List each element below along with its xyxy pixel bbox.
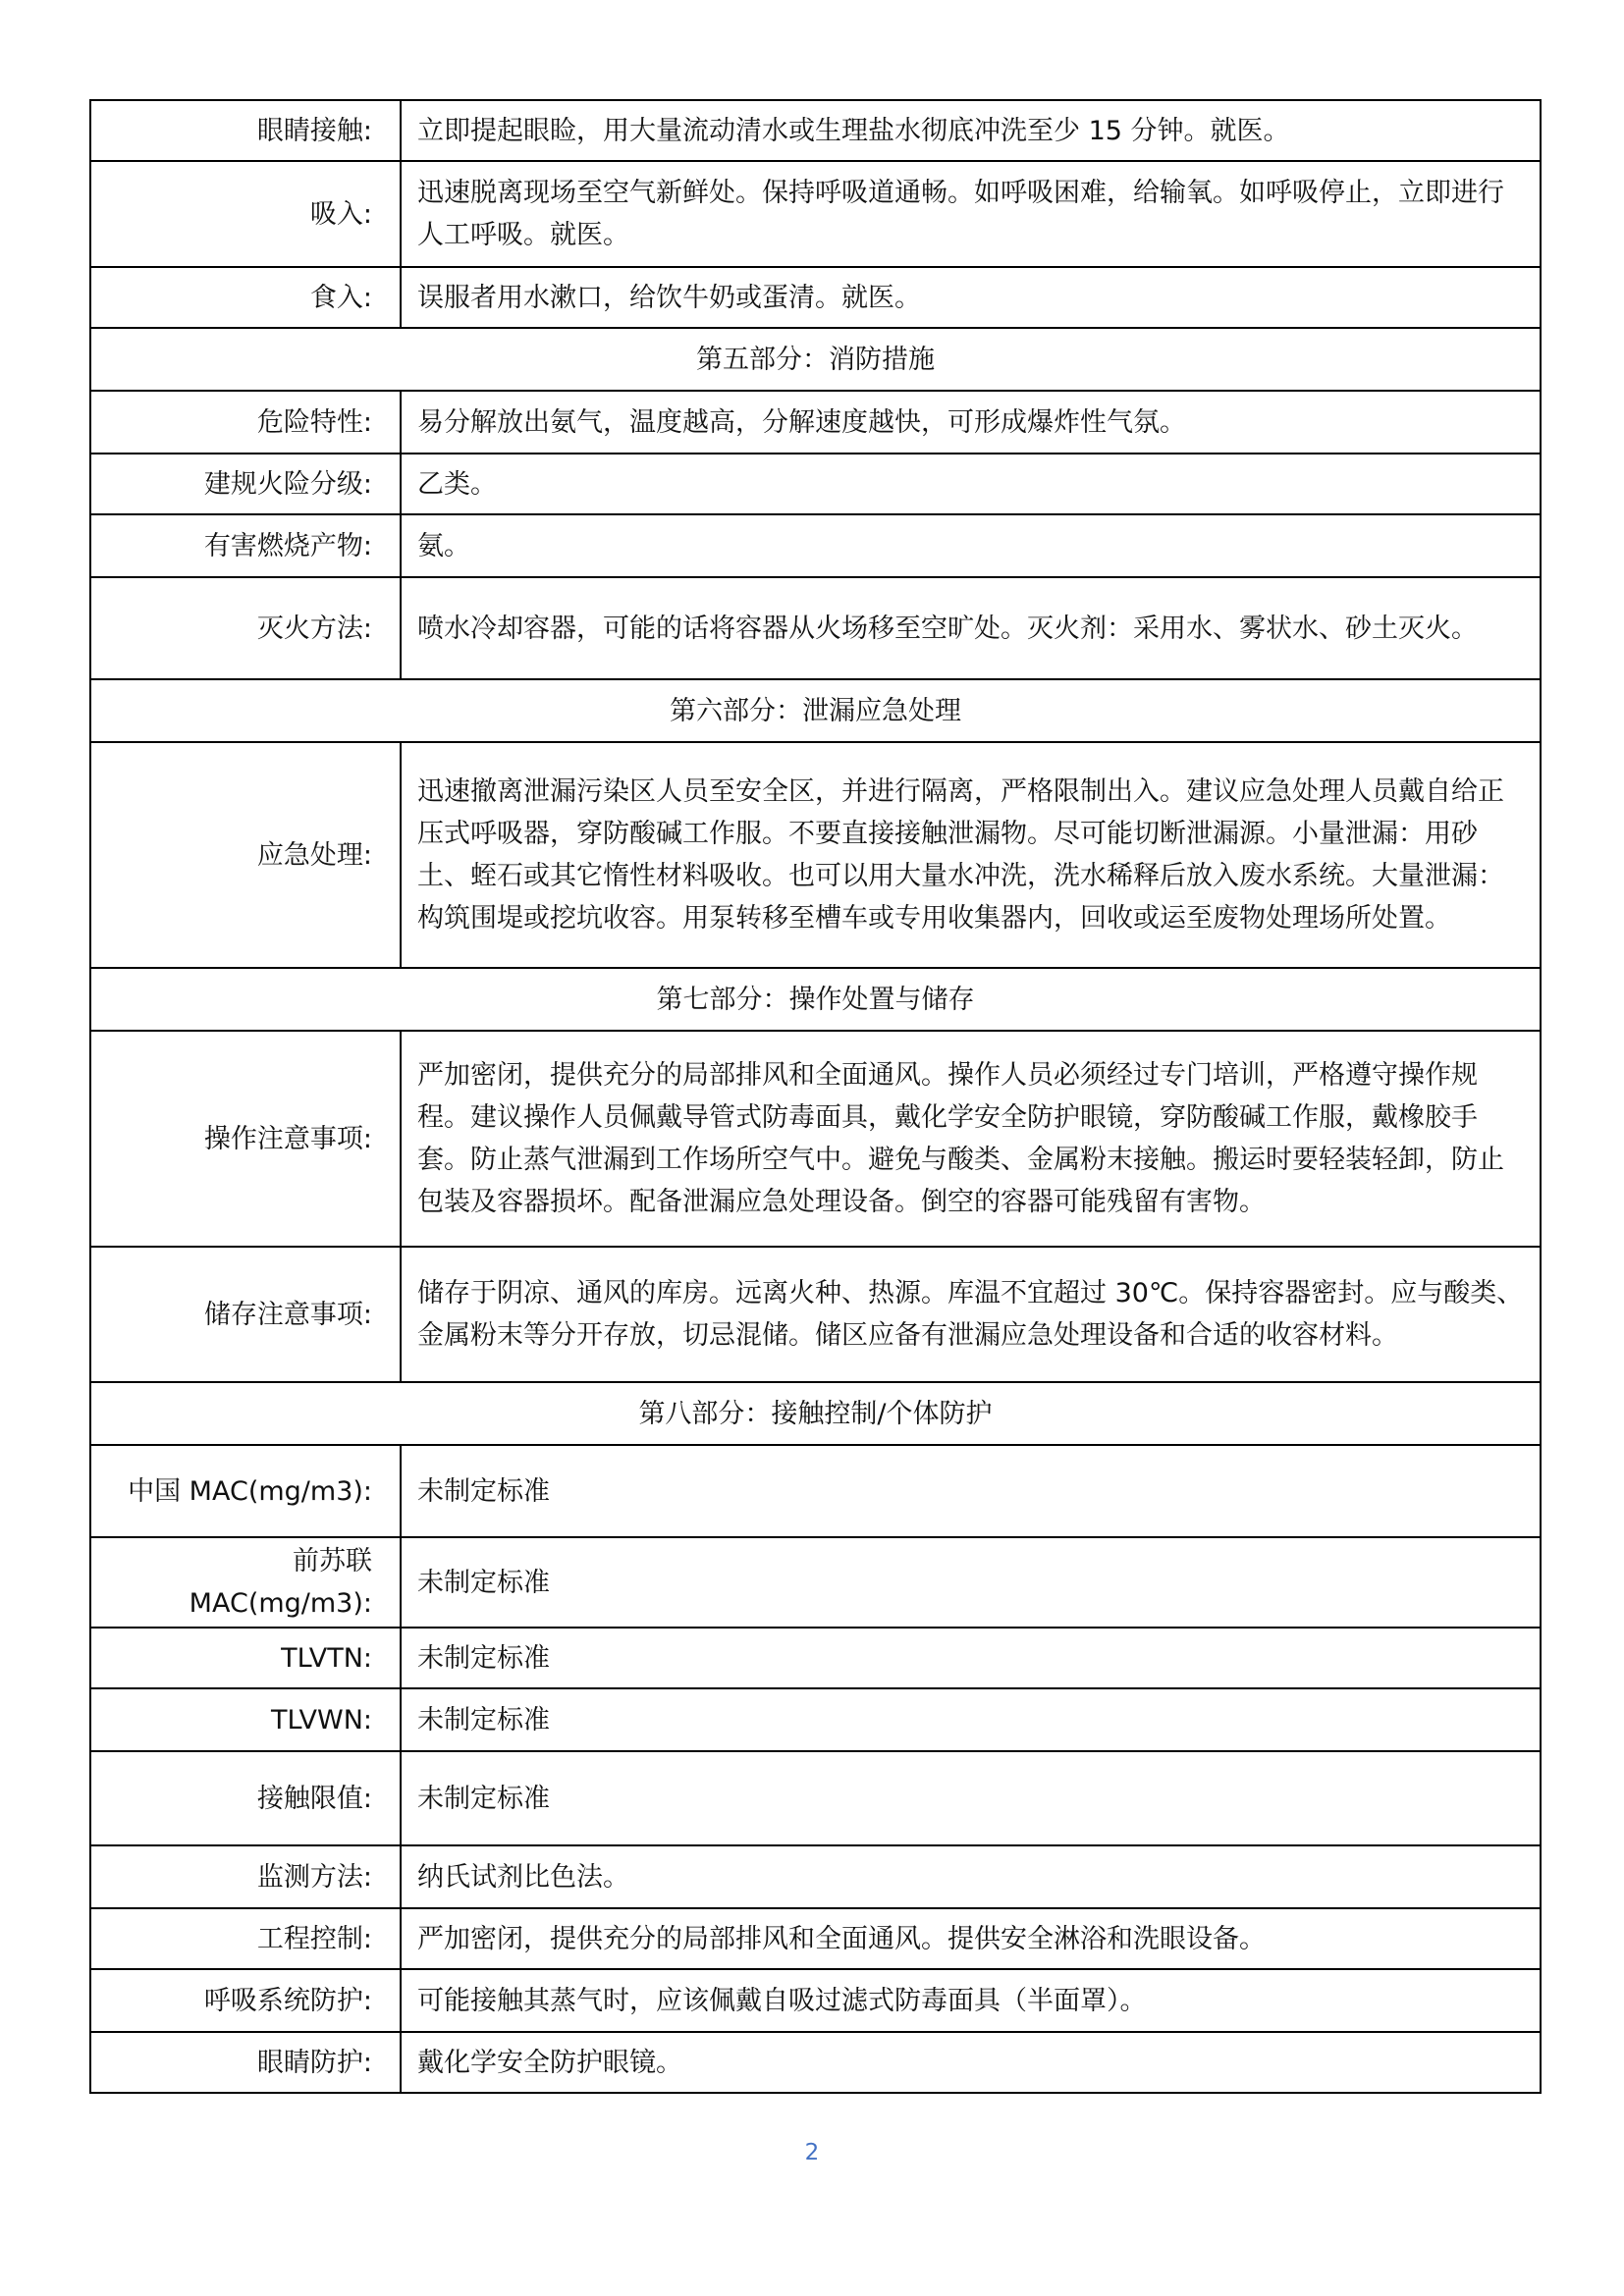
field-label: 眼睛防护:	[90, 2032, 401, 2093]
field-value: 严加密闭，提供充分的局部排风和全面通风。提供安全淋浴和洗眼设备。	[401, 1908, 1541, 1969]
field-value: 迅速撤离泄漏污染区人员至安全区，并进行隔离，严格限制出入。建议应急处理人员戴自给正压式呼吸器，穿防酸碱工作服。不要直接接触泄漏物。尽可能切断泄漏源。小量泄漏：用砂土、蛭石或其它惰性材料吸收。也可以用大量水冲洗，洗水稀释后放入废水系统。大量泄漏：构筑围堤或挖坑收容。用泵转移至槽车或专用收集器内，回收或运至废物处理场所处置。	[401, 742, 1541, 968]
field-value: 储存于阴凉、通风的库房。远离火种、热源。库温不宜超过 30℃。保持容器密封。应与酸类、金属粉末等分开存放，切忌混储。储区应备有泄漏应急处理设备和合适的收容材料。	[401, 1247, 1541, 1382]
section-title: 第五部分：消防措施	[90, 328, 1541, 391]
field-value: 未制定标准	[401, 1688, 1541, 1751]
field-value: 乙类。	[401, 454, 1541, 514]
table-row	[90, 1751, 1541, 1845]
table-row	[90, 1628, 1541, 1688]
table-row	[90, 1908, 1541, 1969]
page-number: 2	[804, 2140, 820, 2165]
field-value: 易分解放出氨气，温度越高，分解速度越快，可形成爆炸性气氛。	[401, 391, 1541, 454]
field-label: 吸入:	[90, 161, 401, 267]
field-label: TLVTN:	[90, 1628, 401, 1688]
field-value: 喷水冷却容器，可能的话将容器从火场移至空旷处。灭火剂：采用水、雾状水、砂土灭火。	[401, 577, 1541, 679]
field-label: 呼吸系统防护:	[90, 1969, 401, 2032]
field-value: 可能接触其蒸气时，应该佩戴自吸过滤式防毒面具（半面罩）。	[401, 1969, 1541, 2032]
field-value: 未制定标准	[401, 1537, 1541, 1628]
table-row	[90, 742, 1541, 968]
section-title: 第七部分：操作处置与储存	[90, 968, 1541, 1031]
field-label: 操作注意事项:	[90, 1031, 401, 1247]
table-row	[90, 514, 1541, 577]
field-label: 眼睛接触:	[90, 100, 401, 161]
section-title: 第六部分：泄漏应急处理	[90, 679, 1541, 742]
field-label: 监测方法:	[90, 1845, 401, 1908]
table-row	[90, 577, 1541, 679]
table-row	[90, 161, 1541, 267]
field-label: 应急处理:	[90, 742, 401, 968]
table-row	[90, 1688, 1541, 1751]
field-value: 严加密闭，提供充分的局部排风和全面通风。操作人员必须经过专门培训，严格遵守操作规程。建议操作人员佩戴导管式防毒面具，戴化学安全防护眼镜，穿防酸碱工作服，戴橡胶手套。防止蒸气泄漏到工作场所空气中。避免与酸类、金属粉末接触。搬运时要轻装轻卸，防止包装及容器损坏。配备泄漏应急处理设备。倒空的容器可能残留有害物。	[401, 1031, 1541, 1247]
table-row	[90, 267, 1541, 328]
field-value: 未制定标准	[401, 1751, 1541, 1845]
field-value: 立即提起眼睑，用大量流动清水或生理盐水彻底冲洗至少 15 分钟。就医。	[401, 100, 1541, 161]
field-value: 未制定标准	[401, 1445, 1541, 1537]
field-label: 接触限值:	[90, 1751, 401, 1845]
field-label: 危险特性:	[90, 391, 401, 454]
table-row	[90, 1969, 1541, 2032]
field-label: 食入:	[90, 267, 401, 328]
section-header-row	[90, 679, 1541, 742]
section-header-row	[90, 328, 1541, 391]
table-row	[90, 2032, 1541, 2093]
field-value: 纳氏试剂比色法。	[401, 1845, 1541, 1908]
section-header-row	[90, 1382, 1541, 1445]
table-row	[90, 1537, 1541, 1628]
field-label-line: 前苏联	[293, 1546, 372, 1576]
field-label: TLVWN:	[90, 1688, 401, 1751]
section-header-row	[90, 968, 1541, 1031]
msds-table	[89, 99, 1542, 2094]
table-row	[90, 1031, 1541, 1247]
field-value: 迅速脱离现场至空气新鲜处。保持呼吸道通畅。如呼吸困难，给输氧。如呼吸停止，立即进行人工呼吸。就医。	[401, 161, 1541, 267]
field-label	[90, 1537, 401, 1628]
table-row	[90, 1247, 1541, 1382]
field-value: 未制定标准	[401, 1628, 1541, 1688]
table-row	[90, 1845, 1541, 1908]
field-value: 戴化学安全防护眼镜。	[401, 2032, 1541, 2093]
field-label: 有害燃烧产物:	[90, 514, 401, 577]
table-row	[90, 454, 1541, 514]
section-title: 第八部分：接触控制/个体防护	[90, 1382, 1541, 1445]
table-row	[90, 1445, 1541, 1537]
field-label: 建规火险分级:	[90, 454, 401, 514]
field-label: 储存注意事项:	[90, 1247, 401, 1382]
field-label: 工程控制:	[90, 1908, 401, 1969]
field-label: 灭火方法:	[90, 577, 401, 679]
field-label-line: MAC(mg/m3):	[189, 1588, 372, 1619]
table-row	[90, 391, 1541, 454]
table-row	[90, 100, 1541, 161]
field-value: 误服者用水漱口，给饮牛奶或蛋清。就医。	[401, 267, 1541, 328]
field-label: 中国 MAC(mg/m3):	[90, 1445, 401, 1537]
field-value: 氨。	[401, 514, 1541, 577]
